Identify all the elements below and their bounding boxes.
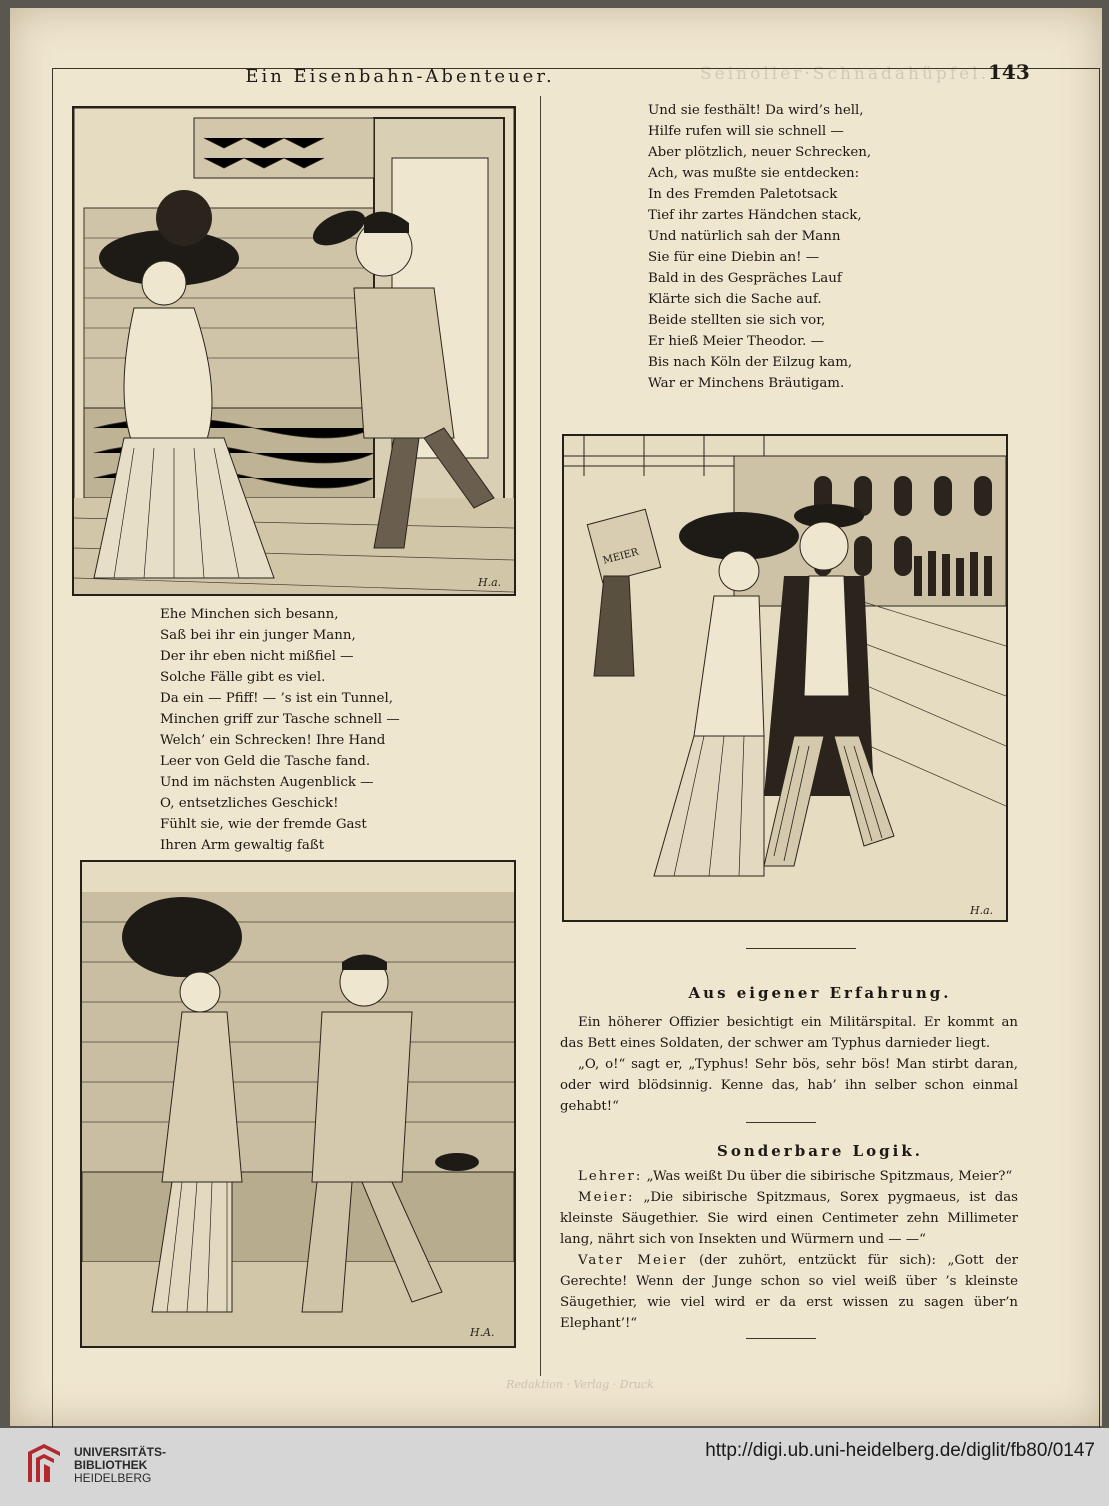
library-name-line1: UNIVERSITÄTS-	[74, 1445, 167, 1459]
story1-title: Aus eigener Erfahrung.	[688, 984, 952, 1002]
story2-text	[560, 1166, 1018, 1334]
library-name	[74, 1446, 166, 1485]
poem-left-column: Ehe Minchen sich besann, Saß bei ihr ein junger Mann, Der ihr eben nicht mißfiel — Solche Fälle gibt es viel. Da ein — Pfiff! — ’s ist ein Tunnel, Minchen griff zur Tasche schnell — Welch’ ein Schrecken! Ihre Hand Leer von Geld die Tasche fand. Und im nächsten Augenblick — O, entsetzliches Geschick! Fühlt sie, wie der fremde Gast Ihren Arm gewaltig faßt	[160, 607, 400, 853]
bleed-through-text: Seinoller·Schnadahüpfel.	[700, 64, 989, 84]
library-logo-icon	[24, 1442, 64, 1488]
story2-line-teacher	[560, 1166, 1018, 1187]
footer-bar	[0, 1428, 1109, 1506]
speaker-teacher: Lehrer:	[578, 1169, 643, 1184]
father-line: (der zuhört, entzückt für sich): „Gott der Gerechte! Wenn der Junge schon so viel weiß über ’s kleinste Säugethier, wie viel wird er da erst wissen zu sagen über’n Elephant’!“	[560, 1253, 1018, 1331]
story2-line-father	[560, 1250, 1018, 1334]
illustration-compartment	[72, 106, 516, 596]
story2-title: Sonderbare Logik.	[717, 1142, 923, 1160]
teacher-line: „Was weißt Du über die sibirische Spitzmaus, Meier?“	[646, 1169, 1013, 1184]
speaker-pupil: Meier:	[578, 1190, 635, 1205]
rule-above-story1	[746, 948, 856, 949]
rule-above-story2	[746, 1122, 816, 1123]
column-divider	[540, 96, 541, 1376]
library-name-line3: HEIDELBERG	[74, 1471, 152, 1485]
page-number: 143	[988, 60, 1030, 84]
trunk-label: MEIER	[601, 546, 640, 567]
illustration-tunnel	[80, 860, 516, 1348]
pupil-line: „Die sibirische Spitzmaus, Sorex pygmaeus, ist das kleinste Säugethier. Sie wird einen Centimeter zehn Millimeter lang, nährt sich von Insekten und Würmern und — —“	[560, 1190, 1018, 1247]
story1-para1: Ein höherer Offizier besichtigt ein Militärspital. Er kommt an das Bett eines Soldaten, der schwer am Typhus darnieder liegt.	[560, 1015, 1018, 1051]
running-head: Ein Eisenbahn-Abenteuer.	[245, 66, 555, 87]
illustration-platform	[562, 434, 1008, 922]
faded-imprint: Redaktion · Verlag · Druck	[506, 1378, 654, 1391]
library-name-line2: BIBLIOTHEK	[74, 1458, 148, 1472]
story2-line-pupil	[560, 1187, 1018, 1250]
story1-text	[560, 1012, 1018, 1117]
signature-right: H.a.	[970, 904, 994, 917]
speaker-father: Vater Meier	[578, 1253, 688, 1268]
poem-right-column: Und sie festhält! Da wird’s hell, Hilfe rufen will sie schnell — Aber plötzlich, neuer Schrecken, Ach, was mußte sie entdecken: In des Fremden Paletotsack Tief ihr zartes Händchen stack, Und natürlich sah der Mann Sie für eine Diebin an! — Bald in des Gespräches Lauf Klärte sich die Sache auf. Beide stellten sie sich vor, Er hieß Meier Theodor. — Bis nach Köln der Eilzug kam, War er Minchens Bräutigam.	[648, 103, 872, 391]
source-url[interactable]: http://digi.ub.uni-heidelberg.de/diglit/fb80/0147	[705, 1440, 1095, 1461]
story1-para2: „O, o!“ sagt er, „Typhus! Sehr bös, sehr bös! Man stirbt daran, oder wird blödsinnig. Kenne das, hab’ ihn selber schon einmal gehabt!“	[560, 1057, 1018, 1114]
signature-top-left: H.a.	[478, 576, 502, 589]
rule-below-story2	[746, 1338, 816, 1339]
signature-bottom-left: H.A.	[470, 1326, 495, 1339]
